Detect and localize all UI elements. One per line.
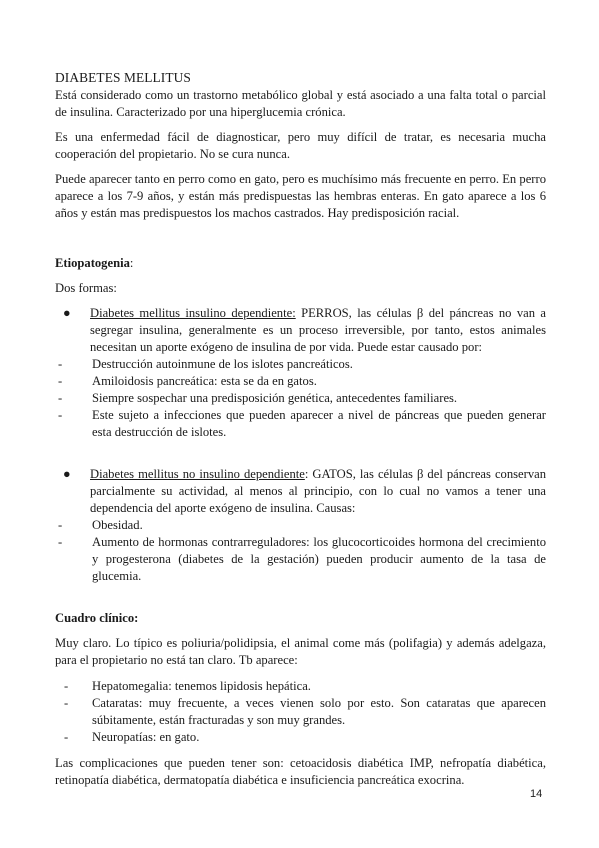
heading-text: Etiopatogenia bbox=[55, 256, 130, 270]
list-item-text: Aumento de hormonas contrarreguladores: los glucocorticoides hormona del crecimiento y progesterona (diabetes de la gestación) pueden producir aumento de la tasa de glucemia. bbox=[92, 535, 546, 583]
list-item bbox=[55, 407, 546, 441]
list-item bbox=[55, 534, 546, 585]
list-item-text: Cataratas: muy frecuente, a veces vienen solo por esto. Son cataratas que aparecen súbitamente, están fracturadas y son muy grandes. bbox=[92, 696, 546, 727]
dash-marker: - bbox=[58, 408, 63, 422]
intro-paragraph-1: Está considerado como un trastorno metabólico global y está asociado a una falta total o parcial de insulina. Caracterizado por una hiperglucemia crónica. bbox=[55, 88, 546, 119]
list-item bbox=[55, 390, 546, 407]
bullet-marker: ● bbox=[63, 306, 71, 320]
bullet-title: Diabetes mellitus no insulino dependiente bbox=[90, 467, 305, 481]
document-page bbox=[55, 69, 546, 797]
bullet-text: : GATOS, las células β del páncreas conservan parcialmente su actividad, al menos al principio, con lo cual no vamos a tener una dependencia del aporte exógeno de insulina. Causas: bbox=[90, 467, 546, 515]
dash-marker: - bbox=[58, 374, 63, 388]
bullet-no-insulino-dependiente bbox=[55, 466, 546, 517]
dash-marker: - bbox=[58, 535, 63, 549]
heading-suffix: : bbox=[129, 256, 134, 270]
etiopatogenia-lead: Dos formas: bbox=[55, 281, 117, 295]
dash-marker: - bbox=[58, 357, 63, 371]
list-item-text: Neuropatías: en gato. bbox=[92, 730, 200, 744]
cuadro-closing: Las complicaciones que pueden tener son: cetoacidosis diabética IMP, nefropatía diabética, retinopatía diabética, dermatopatía diabética e insuficiencia pancreática exocrina. bbox=[55, 756, 546, 787]
list-item-text: Obesidad. bbox=[92, 518, 143, 532]
bullet-text: PERROS, las células β del páncreas no van a segregar insulina, generalmente es un proceso irreversible, por tanto, estos animales necesitan un aporte exógeno de insulina de por vida. Puede estar causado por: bbox=[90, 306, 546, 354]
list-item-text: Siempre sospechar una predisposición genética, antecedentes familiares. bbox=[92, 391, 458, 405]
list-item-text: Hepatomegalia: tenemos lipidosis hepática. bbox=[92, 679, 311, 693]
intro-paragraph-3: Puede aparecer tanto en perro como en gato, pero es muchísimo más frecuente en perro. En perro aparece a los 7-9 años, y están más predispuestas las hembras enteras. En gato aparece a los 6 años y están mas predispuestos los machos castrados. Hay predisposición racial. bbox=[55, 172, 546, 220]
dash-marker: - bbox=[58, 518, 63, 532]
dash-marker: - bbox=[64, 730, 69, 744]
list-item-text: Amiloidosis pancreática: esta se da en gatos. bbox=[92, 374, 317, 388]
list-item bbox=[55, 729, 546, 746]
list-item bbox=[55, 678, 546, 695]
list-item bbox=[55, 373, 546, 390]
page-number: 14 bbox=[530, 788, 543, 800]
section-heading-cuadro-clinico: Cuadro clínico: bbox=[55, 611, 139, 625]
list-item bbox=[55, 517, 546, 534]
list-item-text: Destrucción autoinmune de los islotes pancreáticos. bbox=[92, 357, 353, 371]
bullet-insulino-dependiente bbox=[55, 305, 546, 356]
bullet-marker: ● bbox=[63, 467, 71, 481]
dash-marker: - bbox=[64, 696, 69, 710]
cuadro-lead: Muy claro. Lo típico es poliuria/polidipsia, el animal come más (polifagia) y además adelgaza, para el propietario no está tan claro. Tb aparece: bbox=[55, 636, 546, 667]
bullet-title: Diabetes mellitus insulino dependiente: bbox=[90, 306, 296, 320]
dash-marker: - bbox=[58, 391, 63, 405]
list-item bbox=[55, 695, 546, 729]
list-item-text: Este sujeto a infecciones que pueden aparecer a nivel de páncreas que pueden generar esta destrucción de islotes. bbox=[92, 408, 546, 439]
section-heading-etiopatogenia bbox=[55, 255, 546, 272]
dash-marker: - bbox=[64, 679, 69, 693]
document-title: DIABETES MELLITUS bbox=[55, 70, 191, 85]
list-item bbox=[55, 356, 546, 373]
intro-paragraph-2: Es una enfermedad fácil de diagnosticar, pero muy difícil de tratar, es necesaria mucha cooperación del propietario. No se cura nunca. bbox=[55, 130, 546, 161]
